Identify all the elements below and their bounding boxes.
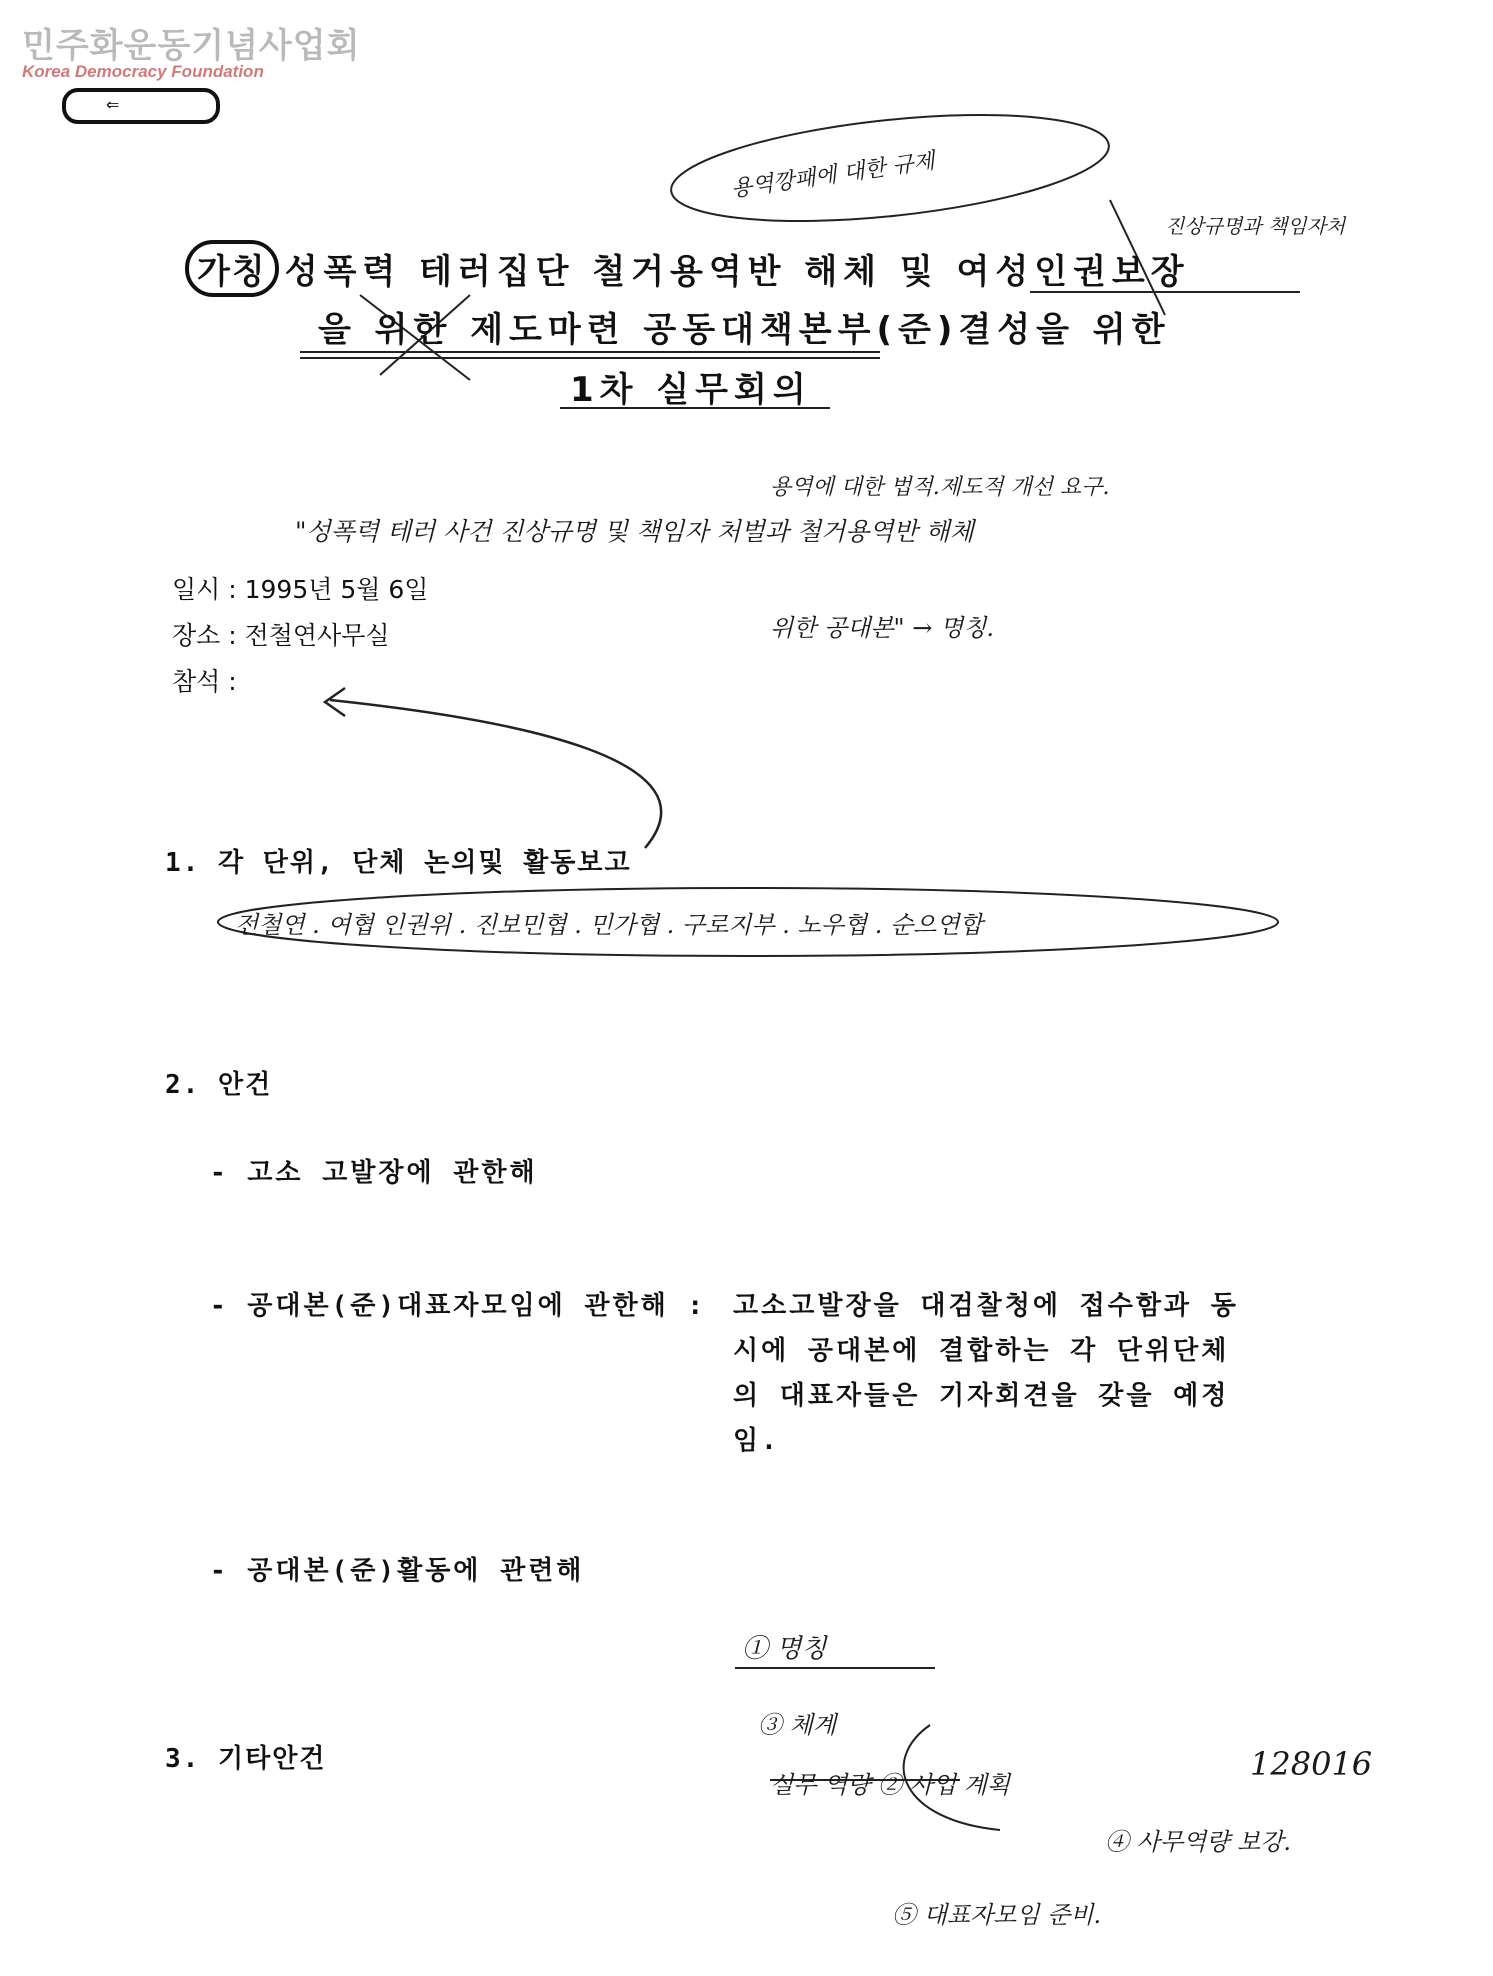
handwritten-list-item-4: ④ 사무역량 보강.	[1105, 1828, 1291, 1856]
section-3-heading: 3. 기타안건	[165, 1744, 327, 1774]
handwritten-note-a: 용역에 대한 법적.제도적 개선 요구.	[770, 475, 1110, 500]
meeting-place: 장소 : 전철연사무실	[172, 621, 390, 650]
section-1-heading: 1. 각 단위, 단체 논의및 활동보고	[165, 848, 632, 878]
agenda-item-representatives: - 공대본(준)대표자모임에 관한해 :	[210, 1291, 707, 1321]
handwritten-member-list: 전철연 . 여협 인권위 . 진보민협 . 민가협 . 구로지부 . 노우협 . 순으연합	[235, 911, 983, 939]
agenda-note-line-1: 고소고발장을 대검찰청에 접수함과 동	[733, 1291, 1239, 1321]
section-2-heading: 2. 안건	[165, 1070, 273, 1100]
agenda-item-complaint: - 고소 고발장에 관한해	[210, 1158, 538, 1188]
watermark-name-ko: 민주화운동기념사업회	[22, 26, 361, 66]
meeting-attendees: 참석 :	[172, 667, 237, 696]
meeting-date: 일시 : 1995년 5월 6일	[172, 575, 429, 604]
handwritten-document-number: 128016	[1250, 1745, 1373, 1783]
binder-clip-icon: ⇐	[62, 88, 220, 124]
watermark-name-en: Korea Democracy Foundation	[22, 62, 264, 81]
title-line-1	[185, 240, 1190, 297]
handwritten-note-b: "성폭력 테러 사건 진상규명 및 책임자 처벌과 철거용역반 해체	[295, 517, 974, 546]
agenda-item-activities: - 공대본(준)활동에 관련해	[210, 1556, 585, 1586]
gaching-label: 가칭	[185, 240, 279, 297]
agenda-note-line-4: 임.	[733, 1426, 780, 1456]
handwritten-note-c: 위한 공대본" → 명칭.	[770, 614, 994, 642]
agenda-note-line-3: 의 대표자들은 기자회견을 갖을 예정	[733, 1381, 1230, 1411]
agenda-note-line-2: 시에 공대본에 결합하는 각 단위단체	[733, 1336, 1230, 1366]
handwritten-list-item-5: ⑤ 대표자모임 준비.	[892, 1901, 1102, 1929]
handwritten-note-top: 용역깡패에 대한 규제	[729, 148, 937, 203]
title-line-2: 을 위한 제도마련 공동대책본부(준)결성을 위한	[318, 310, 1171, 350]
handwritten-list-item-2: 실무 역량 ② 사업 계획	[770, 1771, 1010, 1799]
handwritten-note-top-right: 진상규명과 책임자처	[1165, 214, 1346, 238]
handwritten-list-item-1: ① 명칭	[742, 1634, 827, 1664]
title-line-3: 1차 실무회의	[570, 370, 812, 410]
title-line-1-text: 성폭력 테러집단 철거용역반 해체 및 여성인권보장	[284, 252, 1190, 292]
handwritten-list-item-3: ③ 체계	[758, 1711, 836, 1739]
